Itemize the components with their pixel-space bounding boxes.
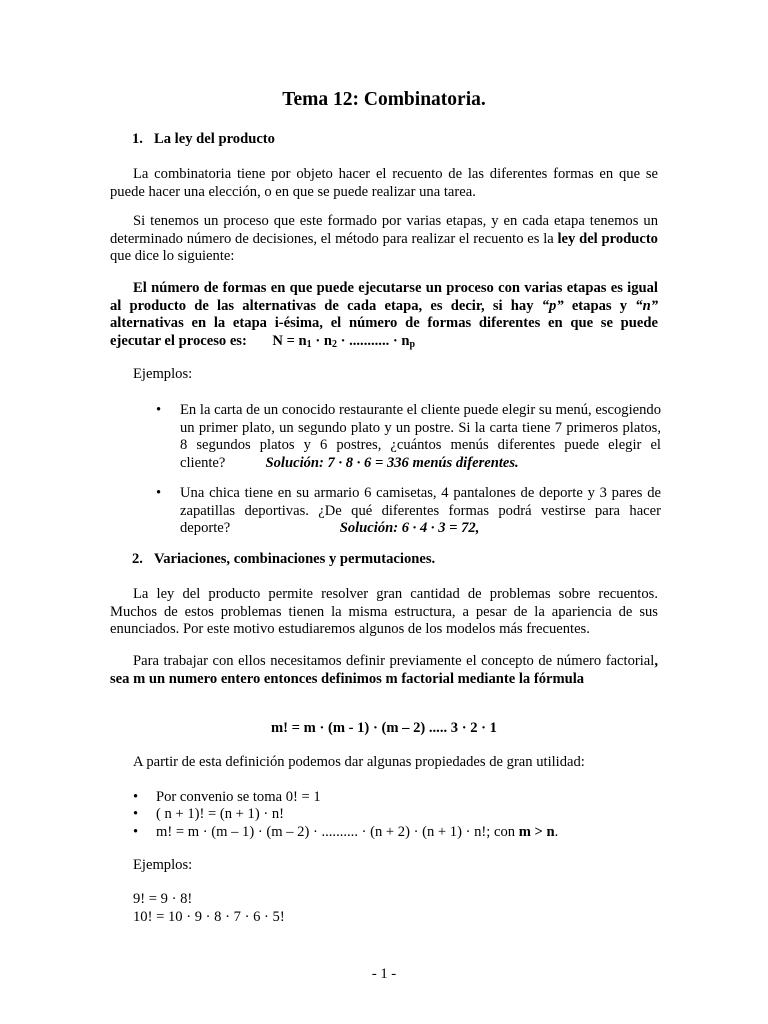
section2-title: Variaciones, combinaciones y permutaciones. — [154, 551, 436, 567]
example2-solution: Solución: 6 · 4 · 3 = 72, — [339, 520, 480, 536]
factorial-example: 10! = 10 · 9 · 8 · 7 · 6 · 5! — [133, 909, 285, 925]
formula-part2: · n — [311, 332, 332, 349]
section1-paragraph2 — [110, 213, 658, 266]
example2-text: Una chica tiene en su armario 6 camisetas, 4 pantalones de deporte y 3 pares de zapatillas deportivas. ¿De qué diferentes formas podrá vestirse para hacer deporte? — [180, 485, 661, 536]
rule-mid1: etapas y — [563, 297, 636, 314]
rule-n: “n” — [635, 297, 658, 314]
section1-title: La ley del producto — [154, 131, 275, 147]
product-formula — [272, 333, 415, 349]
section1-examples-label: Ejemplos: — [133, 366, 193, 382]
example1-text: En la carta de un conocido restaurante el cliente puede elegir su menú, escogiendo un primer plato, un segundo plato y un postre. Si la carta tiene 7 primeros platos, 8 segundos platos y 6 postres, ¿cuántos menús diferentes puede elegir el cliente? — [180, 402, 661, 471]
rule-text: El número de formas en que puede ejecutarse un proceso con varias etapas es igual al producto de las alternativas de cada etapa, es decir, si hay — [110, 280, 658, 314]
property3-end: . — [554, 824, 559, 840]
example1-item — [156, 402, 661, 472]
section2-paragraph2-text: Para trabajar con ellos necesitamos definir previamente el concepto de número factorial — [133, 653, 655, 669]
bullet-icon: • — [133, 824, 139, 840]
example1-solution: Solución: 7 · 8 · 6 = 336 menús diferentes. — [265, 454, 519, 471]
bullet-icon: • — [133, 789, 139, 805]
bullet-icon: • — [156, 485, 162, 501]
ley-del-producto-term: ley del producto — [557, 230, 658, 247]
factorial-formula: m! = m · (m - 1) · (m – 2) ..... 3 · 2 · 1 — [271, 720, 497, 736]
section2-number: 2. — [132, 551, 143, 567]
formula-sub1: 1 — [306, 338, 312, 350]
section2-examples-label: Ejemplos: — [133, 857, 193, 873]
document-page — [110, 0, 661, 1024]
property3-text: m! = m · (m – 1) · (m – 2) · .......... · (n + 2) · (n + 1) · n!; con — [156, 824, 519, 840]
rule-p: “p” — [541, 297, 564, 314]
formula-part3: · ........... · n — [336, 332, 410, 349]
property-text — [156, 824, 558, 842]
property3-condition: m > n — [518, 824, 555, 840]
example1-text-block — [180, 402, 661, 472]
page-title: Tema 12: Combinatoria. — [282, 89, 486, 110]
section2-heading — [132, 551, 435, 569]
factorial-example: 9! = 9 · 8! — [133, 891, 193, 907]
section1-paragraph2-text: Si tenemos un proceso que este formado por varias etapas, y en cada etapa tenemos un determinado número de decisiones, el método para realizar el recuento es la — [110, 213, 658, 247]
section1-heading — [132, 131, 275, 149]
property-text: Por convenio se toma 0! = 1 — [156, 789, 321, 805]
properties-intro: A partir de esta definición podemos dar algunas propiedades de gran utilidad: — [133, 754, 585, 770]
section1-paragraph2-end: que dice lo siguiente: — [110, 248, 235, 264]
bullet-icon: • — [156, 402, 162, 418]
formula-sub2: 2 — [331, 338, 337, 350]
section2-paragraph1: La ley del producto permite resolver gran cantidad de problemas sobre recuentos. Muchos de estos problemas tienen la misma estructura, a pesar de la apariencia de sus enunciados. Por este motivo estudiaremos algunos de los modelos más frecuentes. — [110, 586, 658, 637]
formula-subp: p — [409, 338, 416, 350]
product-rule-statement — [110, 280, 658, 353]
factorial-definition: , sea m un numero entero entonces definimos m factorial mediante la fórmula — [110, 653, 658, 687]
section1-number: 1. — [132, 131, 143, 147]
property-text: ( n + 1)! = (n + 1) · n! — [156, 806, 285, 822]
page-number: - 1 - — [371, 966, 397, 982]
section1-paragraph1: La combinatoria tiene por objeto hacer el recuento de las diferentes formas en que se puede hacer una elección, o en que se puede realizar una tarea. — [110, 166, 658, 200]
formula-part1: N = n — [272, 332, 307, 349]
rule-mid2: alternativas en la etapa i-ésima, el número de formas diferentes en que se puede ejecutar el proceso es: — [110, 315, 658, 349]
section2-paragraph2 — [110, 653, 658, 688]
example2-item — [156, 485, 661, 538]
example2-text-block — [180, 485, 661, 538]
bullet-icon: • — [133, 806, 139, 822]
